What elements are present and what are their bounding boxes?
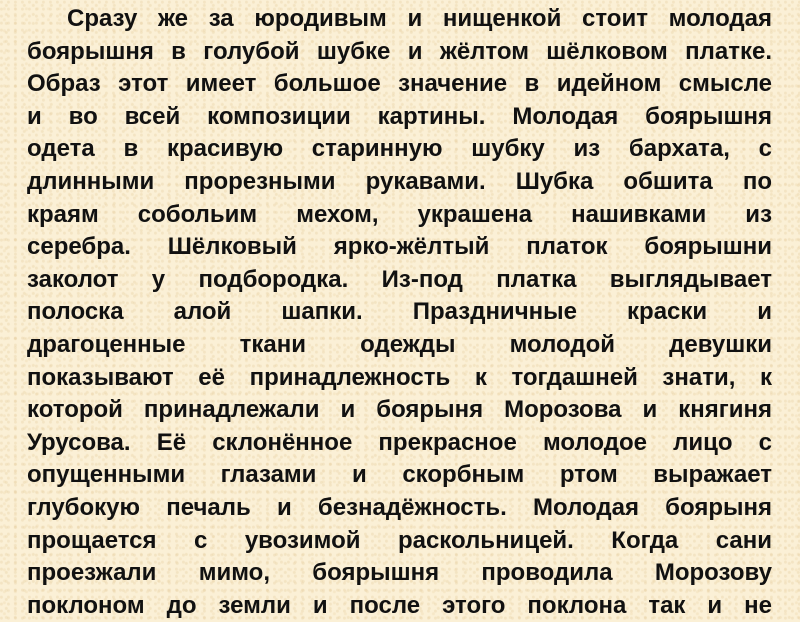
text-line: краям собольим мехом, украшена нашивками из	[27, 200, 772, 228]
text-line: глубокую печаль и безнадёжность. Молодая боярыня	[27, 493, 772, 521]
text-line: и во всей композиции картины. Молодая боярышня	[27, 102, 772, 130]
text-line: серебра. Шёлковый ярко-жёлтый платок боярышни	[27, 233, 772, 261]
text-line: показывают её принадлежность к тогдашней знати, к	[27, 363, 772, 391]
text-paragraph	[27, 3, 772, 622]
text-line: драгоценные ткани одежды молодой девушки	[27, 330, 772, 358]
text-line: Образ этот имеет большое значение в идейном смысле	[27, 70, 772, 98]
text-line: прощается с увозимой раскольницей. Когда сани	[27, 526, 772, 554]
text-line: которой принадлежали и боярыня Морозова и княгиня	[27, 396, 772, 424]
text-line: длинными прорезными рукавами. Шубка обшита по	[27, 167, 772, 195]
text-line: боярышня в голубой шубке и жёлтом шёлковом платке.	[27, 37, 772, 65]
text-line: полоска алой шапки. Праздничные краски и	[27, 298, 772, 326]
text-line: одета в красивую старинную шубку из бархата, с	[27, 135, 772, 163]
text-line: Урусова. Её склонённое прекрасное молодое лицо с	[27, 428, 772, 456]
text-line: проезжали мимо, боярышня проводила Морозову	[27, 559, 772, 587]
text-line: опущенными глазами и скорбным ртом выражает	[27, 461, 772, 489]
text-line: Сразу же за юродивым и нищенкой стоит молодая	[67, 5, 772, 32]
text-line: заколот у подбородка. Из-под платка выглядывает	[27, 265, 772, 293]
text-line: поклоном до земли и после этого поклона так и не	[27, 591, 772, 619]
